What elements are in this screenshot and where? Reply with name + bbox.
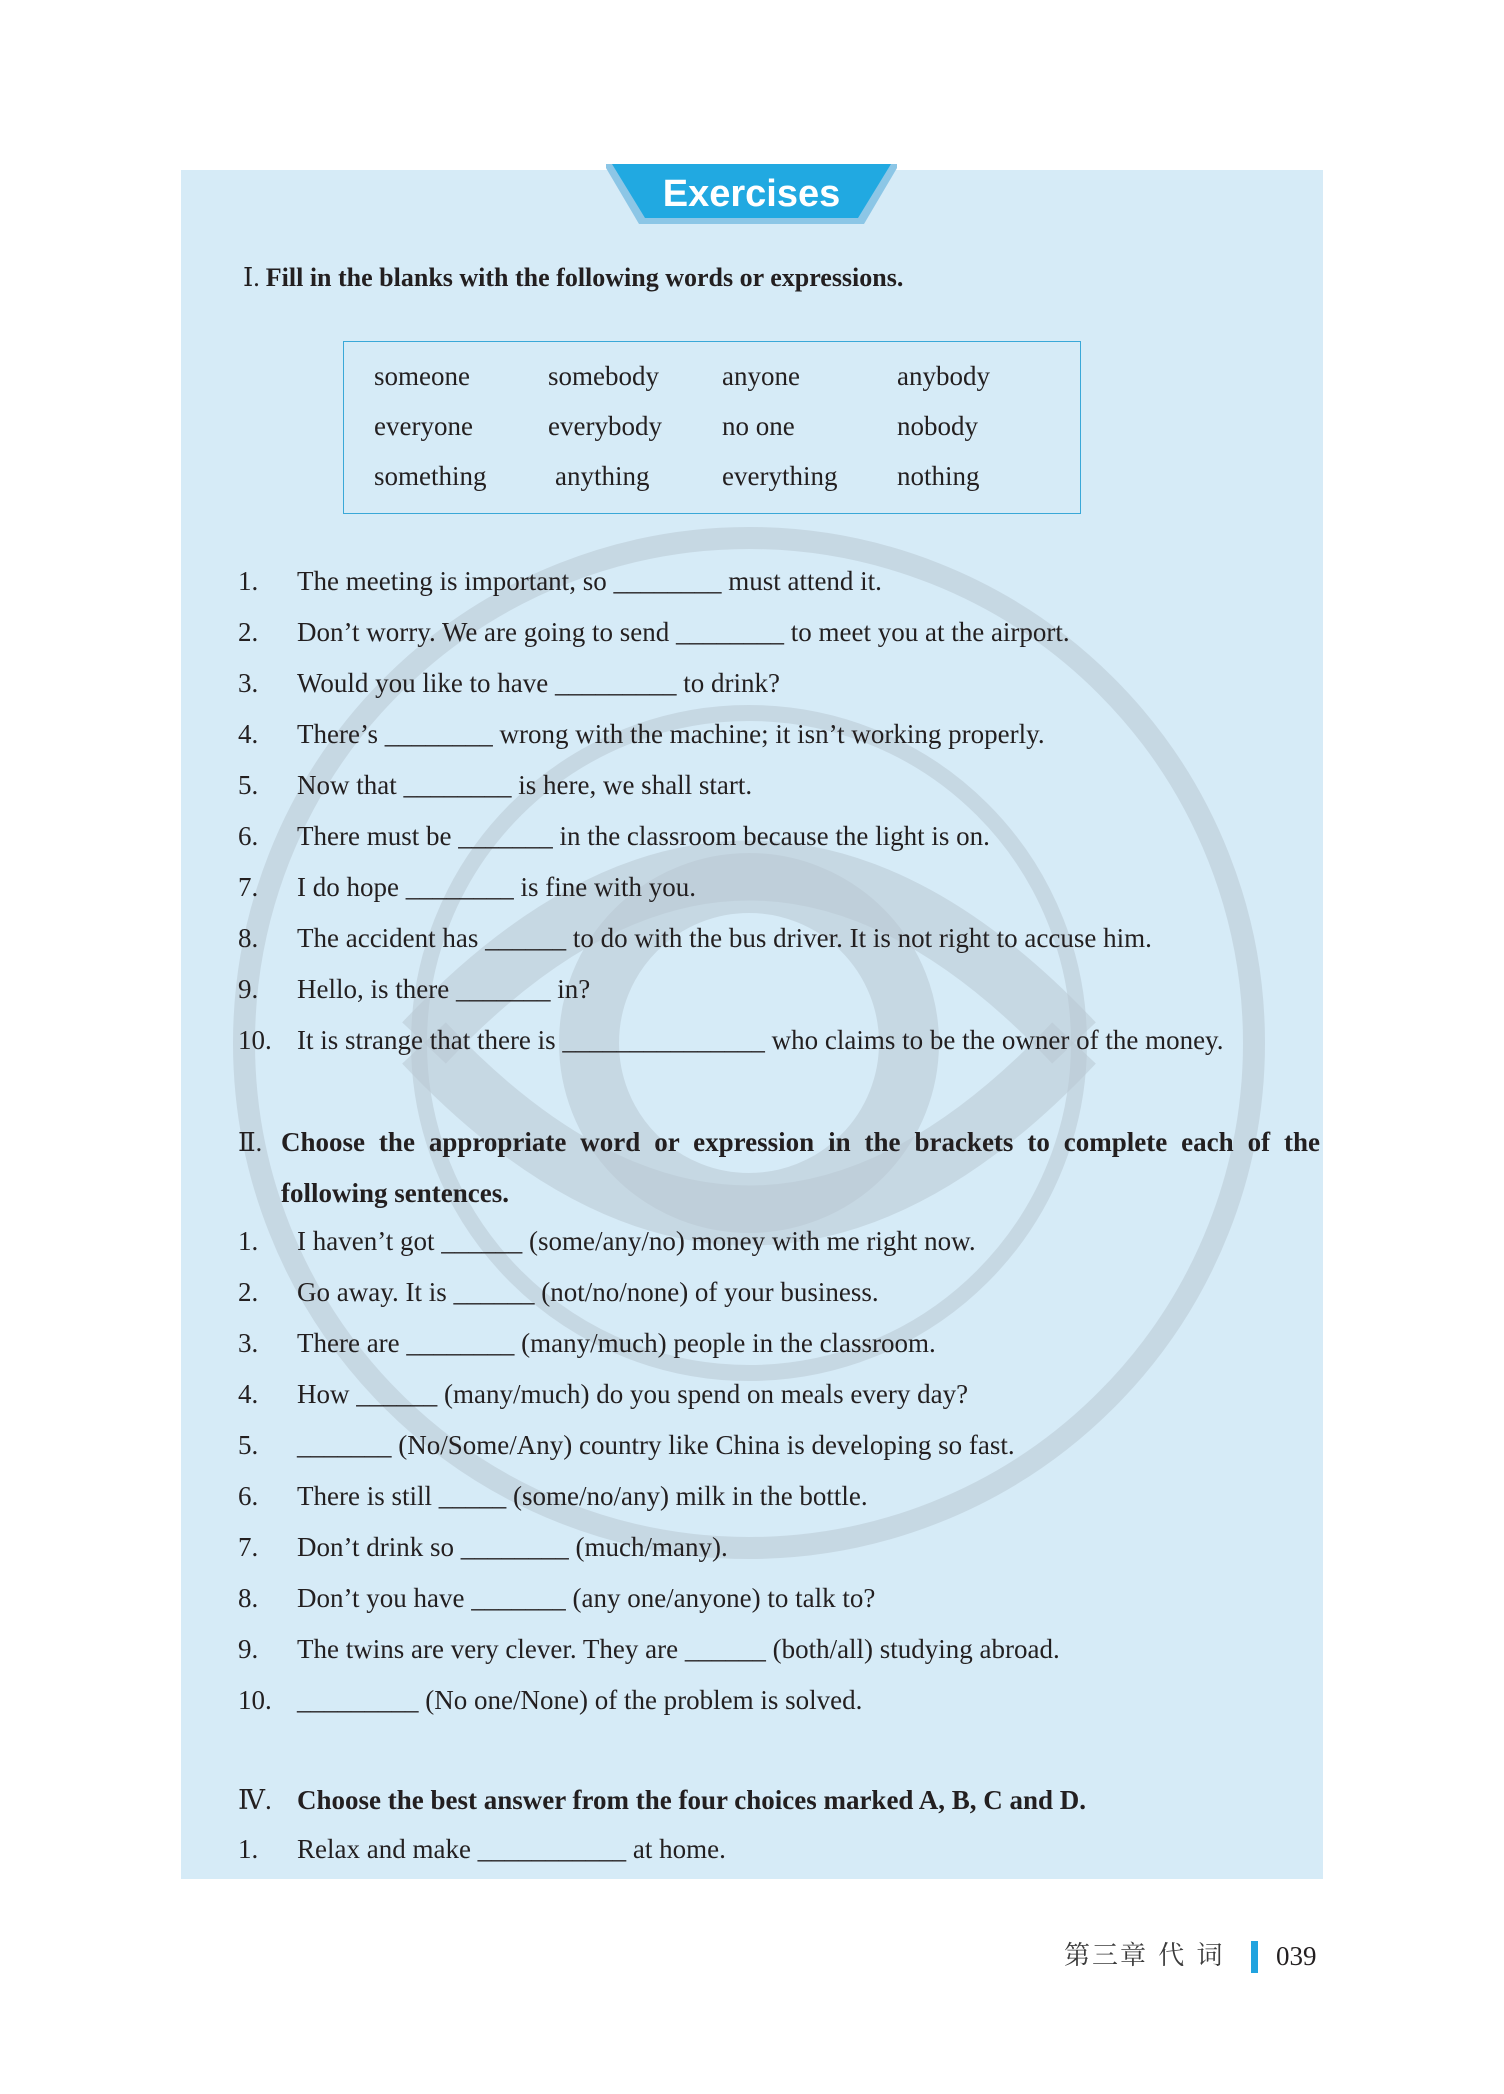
item-number: 6.	[238, 1481, 259, 1511]
item-number: 3.	[238, 1328, 259, 1358]
item-text: Now that ________ is here, we shall start.	[297, 770, 753, 800]
item-number: 9.	[238, 1634, 259, 1664]
section-4-heading	[238, 1775, 1086, 1826]
banner-title: Exercises	[662, 173, 841, 215]
word-choice: someone	[374, 361, 470, 391]
word-choice: something	[374, 461, 487, 491]
section-1-heading	[243, 252, 903, 303]
item-text: It is strange that there is _______________ who claims to be the owner of the money.	[297, 1025, 1224, 1055]
section-1-instruction: Fill in the blanks with the following words or expressions.	[265, 263, 904, 292]
word-choice: nothing	[897, 461, 980, 491]
item-number: 10.	[238, 1685, 272, 1715]
item-number: 6.	[238, 821, 259, 851]
word-choice: everybody	[548, 411, 662, 441]
item-number: 9.	[238, 974, 259, 1004]
item-text: Hello, is there _______ in?	[297, 974, 591, 1004]
footer-accent-bar	[1251, 1941, 1258, 1973]
item-text: I do hope ________ is fine with you.	[297, 872, 696, 902]
item-number: 7.	[238, 1532, 259, 1562]
word-choice: somebody	[548, 361, 659, 391]
item-number: 4.	[238, 719, 259, 749]
item-text: The twins are very clever. They are ______ (both/all) studying abroad.	[297, 1634, 1060, 1664]
item-number: 2.	[238, 617, 259, 647]
item-text: There is still _____ (some/no/any) milk in the bottle.	[297, 1481, 868, 1511]
page-number: 039	[1276, 1941, 1317, 1971]
word-choice: anything	[555, 461, 650, 491]
item-text: _________ (No one/None) of the problem is solved.	[297, 1685, 863, 1715]
item-number: 7.	[238, 872, 259, 902]
item-text: I haven’t got ______ (some/any/no) money with me right now.	[297, 1226, 976, 1256]
section-1-numeral: Ⅰ.	[243, 263, 260, 292]
item-number: 4.	[238, 1379, 259, 1409]
item-text: Don’t you have _______ (any one/anyone) to talk to?	[297, 1583, 876, 1613]
word-choice: anyone	[722, 361, 800, 391]
item-number: 1.	[238, 1226, 259, 1256]
section-4-instruction: Choose the best answer from the four choices marked A, B, C and D.	[297, 1785, 1086, 1815]
item-number: 8.	[238, 1583, 259, 1613]
exercises-banner	[606, 164, 897, 228]
item-number: 10.	[238, 1025, 272, 1055]
item-text: Don’t worry. We are going to send ________ to meet you at the airport.	[297, 617, 1070, 647]
item-text: Relax and make ___________ at home.	[297, 1834, 726, 1864]
section-2-numeral: Ⅱ.	[238, 1128, 263, 1157]
item-number: 5.	[238, 1430, 259, 1460]
section-2-heading	[281, 1117, 1320, 1219]
item-number: 8.	[238, 923, 259, 953]
item-text: Would you like to have _________ to drink?	[297, 668, 781, 698]
item-text: Go away. It is ______ (not/no/none) of your business.	[297, 1277, 879, 1307]
item-text: There are ________ (many/much) people in the classroom.	[297, 1328, 936, 1358]
section-2-instruction-line2: following sentences.	[281, 1178, 509, 1208]
section-2-instruction-line1: Choose the appropriate word or expression in the brackets to complete each of the	[281, 1127, 1320, 1157]
word-choice: no one	[722, 411, 795, 441]
chapter-title: 第三章 代 词	[1064, 1941, 1225, 1971]
item-text: The meeting is important, so ________ must attend it.	[297, 566, 882, 596]
item-text: The accident has ______ to do with the bus driver. It is not right to accuse him.	[297, 923, 1152, 953]
item-number: 1.	[238, 1834, 259, 1864]
item-text: Don’t drink so ________ (much/many).	[297, 1532, 728, 1562]
item-text: _______ (No/Some/Any) country like China is developing so fast.	[297, 1430, 1015, 1460]
item-text: How ______ (many/much) do you spend on meals every day?	[297, 1379, 969, 1409]
item-number: 1.	[238, 566, 259, 596]
item-text: There’s ________ wrong with the machine; it isn’t working properly.	[297, 719, 1045, 749]
word-choice: anybody	[897, 361, 990, 391]
item-text: There must be _______ in the classroom because the light is on.	[297, 821, 990, 851]
word-choice: nobody	[897, 411, 978, 441]
item-number: 2.	[238, 1277, 259, 1307]
word-choice: everything	[722, 461, 838, 491]
item-number: 3.	[238, 668, 259, 698]
word-choice: everyone	[374, 411, 473, 441]
item-number: 5.	[238, 770, 259, 800]
section-4-numeral: Ⅳ.	[238, 1785, 272, 1815]
